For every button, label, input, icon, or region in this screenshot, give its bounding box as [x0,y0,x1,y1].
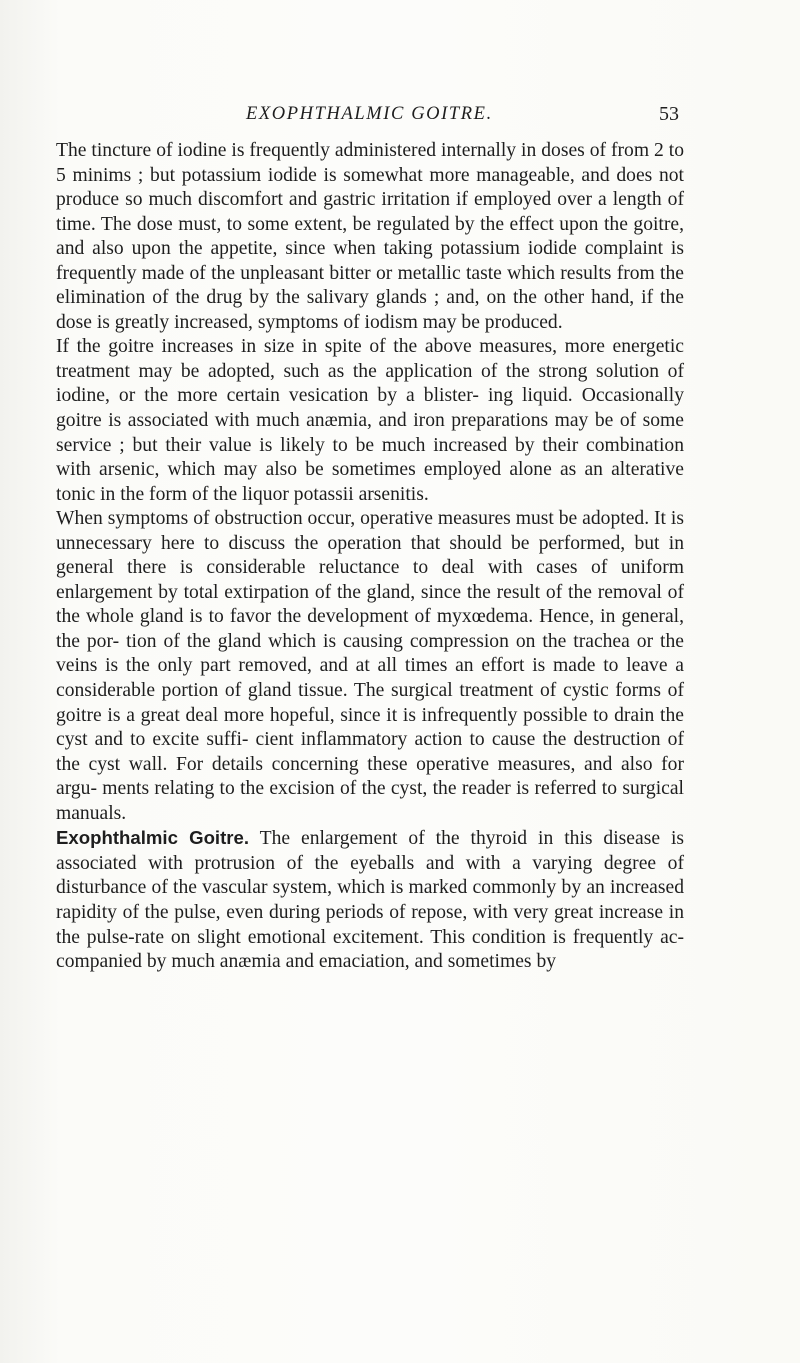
running-title: EXOPHTHALMIC GOITRE. [246,104,493,124]
body-text [56,139,684,975]
section-text: The enlargement of the thyroid in this disease is associated with protrusion of the eyeballs and with a varying degree of disturbance of the vascular system, which is marked commonly by an increased rapidity of the pulse, even during periods of repose, with very great increase in the pulse-rate on slight emotional excitement. This condition is frequently ac- companied by much anæmia and emaciation, and sometimes by [56,828,685,973]
paragraph-energetic-treatment: If the goitre increases in size in spite of the above measures, more energetic treatment may be adopted, such as the application of the strong solution of iodine, or the more certain vesication by a blister- ing liquid. Occasionally goitre is associated with much anæmia, and iron preparations may be of some service ; but their value is likely to be much increased by their combination with arsenic, which may also be sometimes employed alone as an alterative tonic in the form of the liquor potassii arsenitis. [56,336,684,505]
paragraph-exophthalmic-goitre [56,826,684,974]
paragraph-iodine-dosage: The tincture of iodine is frequently administered internally in doses of from 2 to 5 minims ; but potassium iodide is somewhat more manageable, and does not produce so much discomfort and gastric irritation if employed over a length of time. The dose must, to some extent, be regulated by the effect upon the goitre, and also upon the appetite, since when taking potassium iodide complaint is frequently made of the unpleasant bitter or metallic taste which results from the elimination of the drug by the salivary glands ; and, on the other hand, if the dose is greatly increased, symptoms of iodism may be produced. [56,140,684,333]
page-number: 53 [659,103,679,125]
running-head [0,101,800,131]
paragraph-operative-measures: When symptoms of obstruction occur, operative measures must be adopted. It is unnecessary here to discuss the operation that should be performed, but in general there is considerable reluctance to deal with cases of uniform enlargement by total extirpation of the gland, since the result of the removal of the whole gland is to favor the development of myxœdema. Hence, in general, the por- tion of the gland which is causing compression on the trachea or the veins is the only part removed, and at all times an effort is made to leave a considerable portion of gland tissue. The surgical treatment of cystic forms of goitre is a great deal more hopeful, since it is infrequently possible to drain the cyst and to excite suffi- cient inflammatory action to cause the destruction of the cyst wall. For details concerning these operative measures, and also for argu- ments relating to the excision of the cyst, the reader is referred to surgical manuals. [56,508,684,824]
section-heading: Exophthalmic Goitre. [56,827,250,849]
